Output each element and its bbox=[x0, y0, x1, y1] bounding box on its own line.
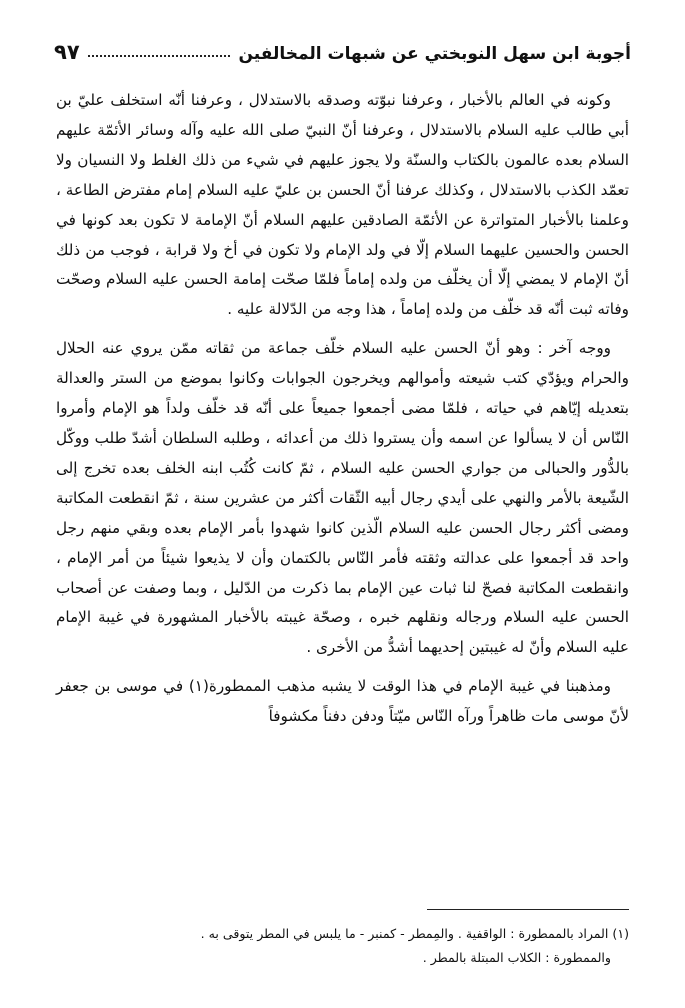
header-title: أجوبة ابن سهل النوبختي عن شبهات المخالفين bbox=[238, 44, 631, 64]
footnote-line-2: والممطورة : الكلاب المبتلة بالمطر . bbox=[422, 950, 611, 965]
footnote-separator bbox=[427, 909, 629, 910]
page-number: ٩٧ bbox=[54, 40, 80, 64]
paragraph-2: ووجه آخر : وهو أنّ الحسن عليه السلام خلّف جماعة من ثقاته ممّن يروي عنه الحلال والحرام ويؤدّي كتب شيعته وأموالهم ويخرجون الجوابات وكانوا بموضع من الستر والعدالة بتعديله إيّاهم في حياته ، فلمّا مضى أجمعوا جميعاً على أنّه قد خلّف ولداً هو الإمام وأمروا النّاس أن لا يسألوا عن اسمه وأن يستروا ذلك من أعدائه ، وطلبه السلطان أشدّ طلب ووكّل بالدُّور والحبالى من جواري الحسن عليه السلام ، ثمّ كانت كُتُب ابنه الخلف بعده تخرج إلى الشّيعة بالأمر والنهي على أيدي رجال أبيه الثّقات أكثر من عشرين سنة ، ثمّ انقطعت المكاتبة ومضى أكثر رجال الحسن عليه السلام الّذين كانوا شهدوا بأمر الإمام بعده وبقي منهم رجل واحد قد أجمعوا على عدالته وثقته فأمر النّاس بالكتمان وأن لا يذيعوا شيئاً من أمر الإمام ، وانقطعت المكاتبة فصحّ لنا ثبات عين الإمام بما ذكرت من الدّليل ، وبما وصفت عن أصحاب الحسن عليه السلام ورجاله ونقلهم خبره ، وصحّة غيبته بالأخبار المشهورة في غيبة الإمام عليه السلام وأنّ له غيبتين إحديهما أشدُّ من الأخرى . bbox=[56, 339, 629, 657]
running-header bbox=[54, 30, 631, 64]
footnote-line-1: (١) المراد بالممطورة : الواقفية . والمِمطر - كمنبر - ما يلبس في المطر يتوقى به . bbox=[200, 926, 629, 941]
paragraph-1: وكونه في العالم بالأخبار ، وعرفنا نبوّته وصدقه بالاستدلال ، وعرفنا أنّه استخلف عليّ بن أبي طالب عليه السلام بالاستدلال ، وعرفنا أنّ النبيّ صلى الله عليه وآله وسائر الأئمّة عليهم السلام بعده عالمون بالكتاب والسنّة ولا يجوز عليهم في شيء من ذلك الغلط ولا النسيان ولا تعمّد الكذب بالاستدلال ، وكذلك عرفنا أنّ الحسن بن عليّ عليه السلام إمام مفترض الطاعة ، وعلمنا بالأخبار المتواترة عن الأئمّة الصادقين عليهم السلام أنّ الإمامة لا تكون بعد كونها في الحسن والحسين عليهما السلام إلّا في ولد الإمام ولا تكون في أخ ولا قرابة ، فوجب من ذلك أنّ الإمام لا يمضي إلّا أن يخلّف من ولده إماماً فلمّا صحّت إمامة الحسن عليه السلام وصحّت وفاته ثبت أنّه قد خلّف من ولده إماماً ، هذا وجه من الدّلالة عليه . bbox=[56, 91, 629, 319]
body-text bbox=[56, 86, 629, 732]
header-dot-leader bbox=[88, 54, 231, 57]
footnote bbox=[56, 922, 629, 970]
paragraph-3: ومذهبنا في غيبة الإمام في هذا الوقت لا يشبه مذهب الممطورة(١) في موسى بن جعفر لأنّ موسى مات ظاهراً ورآه النّاس ميّتاً ودفن دفناً مكشوفاً bbox=[56, 677, 629, 726]
